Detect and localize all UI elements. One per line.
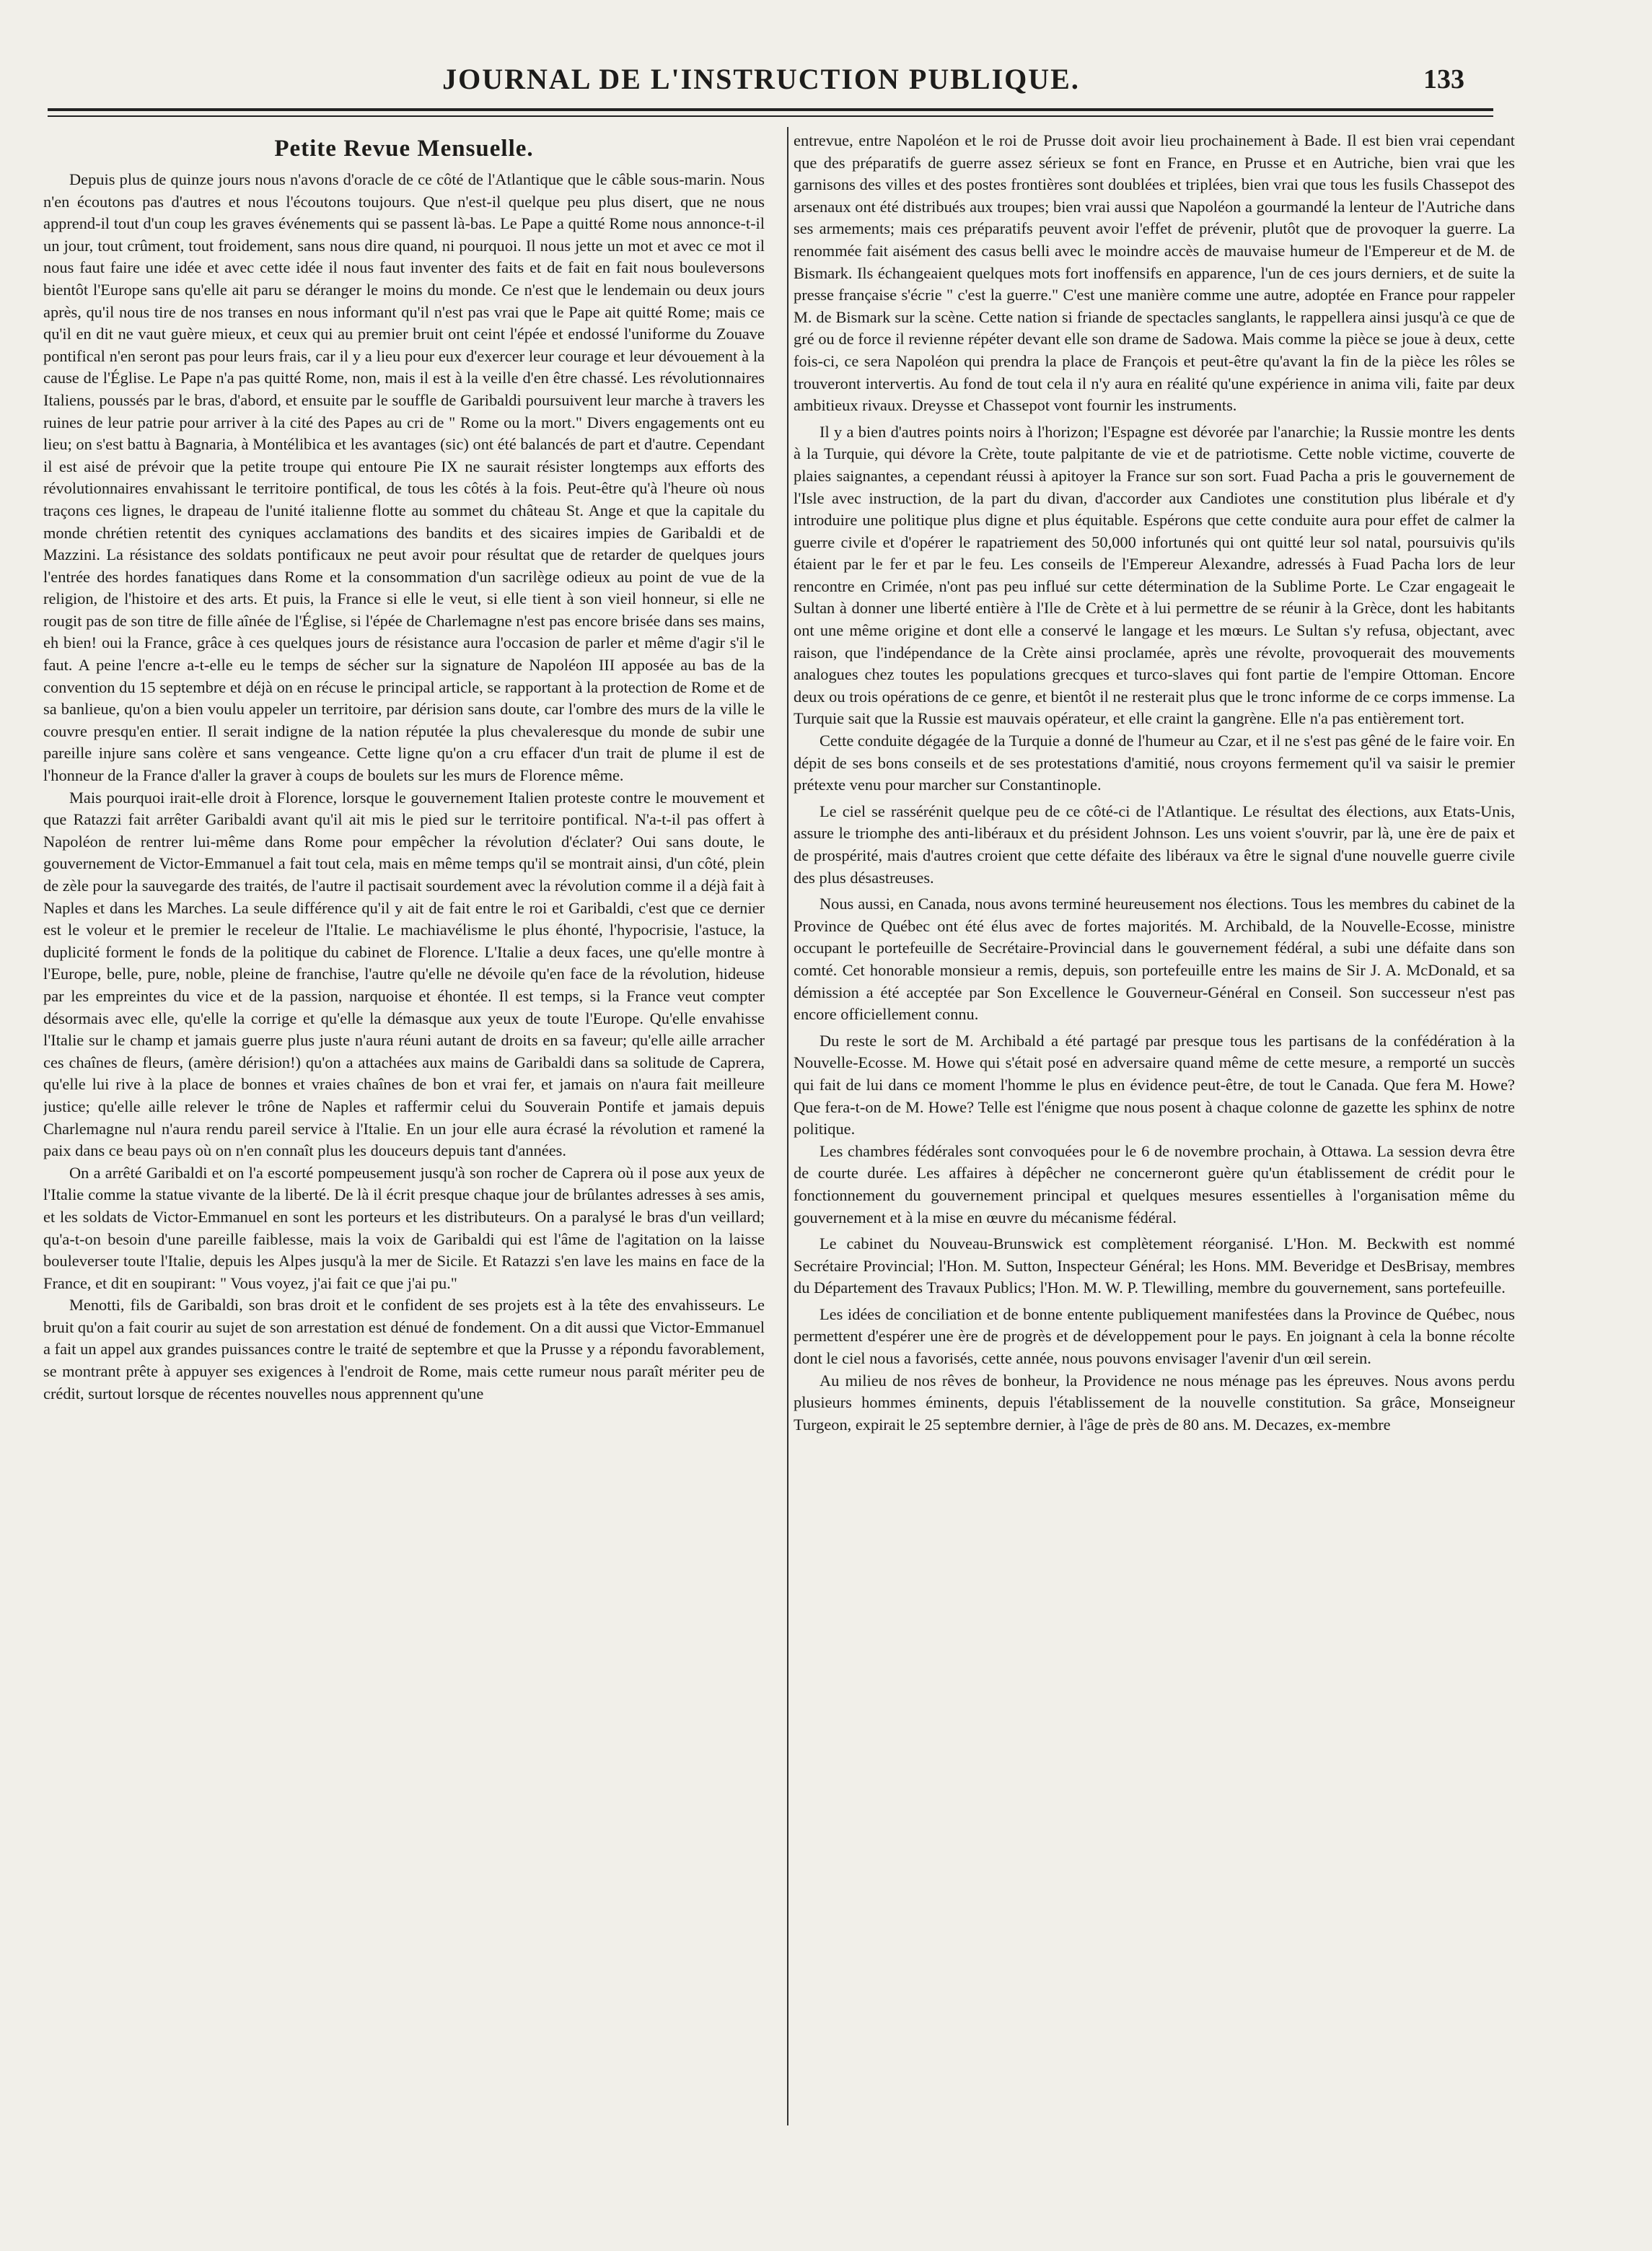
page-header bbox=[58, 58, 1464, 108]
article-title: Petite Revue Mensuelle. bbox=[274, 136, 534, 162]
left-column bbox=[43, 130, 765, 2121]
column-divider bbox=[787, 127, 788, 2125]
article-paragraph: Le ciel se rassérénit quelque peu de ce côté-ci de l'Atlantique. Le résultat des élections, aux Etats-Unis, assure le triomphe des anti-libéraux et du président Johnson. Les uns voient s'ouvrir, par là, une ère de paix et de prospérité, mais d'autres croient que cette défaite des libéraux va être le signal d'une nouvelle guerre civile des plus désastreuses. bbox=[794, 802, 1515, 887]
article-paragraph: Le cabinet du Nouveau-Brunswick est complètement réorganisé. L'Hon. M. Beckwith est nommé Secrétaire Provincial; l'Hon. M. Sutton, Inspecteur Général; les Hons. MM. Beveridge et DesBrisay, membres du Département des Travaux Publics; l'Hon. M. W. P. Tlewilling, membre du gouvernement, sans portefeuille. bbox=[794, 1234, 1515, 1297]
header-rule-thin bbox=[48, 115, 1493, 117]
article-paragraph: On a arrêté Garibaldi et on l'a escorté pompeusement jusqu'à son rocher de Caprera où il pose aux yeux de l'Italie comme la statue vivante de la liberté. De là il écrit presque chaque jour de brûlantes adresses à ses amis, et les soldats de Victor-Emmanuel en sont les porteurs et les distributeurs. On a paralysé le bras d'un veillard; qu'a-t-on besoin d'une pareille faiblesse, mais la voix de Garibaldi qui est l'âme de l'agitation on la laisse bouleverser toute l'Italie, depuis les Alpes jusqu'à la mer de Sicile. Et Ratazzi s'en lave les mains en face de la France, et dit en soupirant: " Vous voyez, j'ai fait ce que j'ai pu." bbox=[43, 1163, 765, 1292]
article-paragraph: Les idées de conciliation et de bonne entente publiquement manifestées dans la Province de Québec, nous permettent d'espérer une ère de progrès et de développement pour le pays. En joignant à cela la bonne récolte dont le ciel nous a favorisés, cette année, nous pouvons envisager l'avenir d'un œil serein. bbox=[794, 1304, 1515, 1368]
article-paragraph: Cette conduite dégagée de la Turquie a donné de l'humeur au Czar, et il ne s'est pas gêné de le faire voir. En dépit de ses bons conseils et de ses protestations d'amitié, nous croyons fermement qu'il va saisir le premier prétexte venu pour marcher sur Constantinople. bbox=[794, 732, 1515, 794]
article-paragraph: Du reste le sort de M. Archibald a été partagé par presque tous les partisans de la confédération à la Nouvelle-Ecosse. M. Howe qui s'était posé en adversaire quand même de cette mesure, a remporté un succès qui fait de lui dans ce moment l'homme le plus en évidence peut-être, de tout le Canada. Que fera M. Howe? Que fera-t-on de M. Howe? Telle est l'énigme que nous posent à chaque colonne de gazette les sphinx de notre politique. bbox=[794, 1031, 1515, 1138]
article-paragraph: Menotti, fils de Garibaldi, son bras droit et le confident de ses projets est à la tête des envahisseurs. Le bruit qu'on a fait courir au sujet de son arrestation est dénué de fondement. On a dit aussi que Victor-Emmanuel a fait un appel aux grandes puissances contre le traité de septembre et que la Prusse y a répondu favorablement, se montrant prête à appuyer ses exigences à l'endroit de Rome, mais cette rumeur nous paraît mériter peu de crédit, surtout lorsque de récentes nouvelles nous apprennent qu'une bbox=[43, 1296, 765, 1403]
article-paragraph: Nous aussi, en Canada, nous avons terminé heureusement nos élections. Tous les membres du cabinet de la Province de Québec ont été élus avec de fortes majorités. M. Archibald, de la Nouvelle-Ecosse, ministre occupant le portefeuille de Secrétaire-Provincial dans le gouvernement fédéral, a subi une défaite dans son comté. Cet honorable monsieur a remis, depuis, son portefeuille entre les mains de Sir J. A. McDonald, et sa démission a été acceptée par Son Excellence le Gouverneur-Général en Conseil. Son successeur n'est pas encore officiellement connu. bbox=[794, 895, 1515, 1024]
page-number: 133 bbox=[1423, 64, 1464, 95]
article-paragraph: Au milieu de nos rêves de bonheur, la Providence ne nous ménage pas les épreuves. Nous avons perdu plusieurs hommes éminents, depuis l'établissement de la nouvelle constitution. Sa grâce, Monseigneur Turgeon, expirait le 25 septembre dernier, à l'âge de près de 80 ans. M. Decazes, ex-membre bbox=[794, 1371, 1515, 1434]
article-paragraph: Mais pourquoi irait-elle droit à Florence, lorsque le gouvernement Italien proteste contre le mouvement et que Ratazzi fait arrêter Garibaldi avant qu'il ait mis le pied sur le territoire pontifical. N'a-t-il pas offert à Napoléon de rentrer lui-même dans Rome pour empêcher la révolution d'éclater? Oui sans doute, le gouvernement de Victor-Emmanuel a fait tout cela, mais en même temps qu'il se montrait ainsi, d'un côté, plein de zèle pour la sauvegarde des traités, de l'autre il pactisait sourdement avec la révolution comme il a déjà fait à Naples et dans les Marches. La seule différence qu'il y ait de fait entre le roi et Garibaldi, c'est que ce dernier est le voleur et le premier le receleur de l'Italie. Le machiavélisme le plus éhonté, l'hypocrisie, l'astuce, la duplicité forment le fonds de la politique du cabinet de Florence. L'Italie a deux faces, une qu'elle montre à l'Europe, belle, pure, noble, pleine de franchise, l'autre qu'elle ne dévoile qu'en face de la révolution, hideuse par les empreintes du vice et de la passion, narquoise et éhontée. Il est temps, si la France veut compter désormais avec elle, qu'elle la corrige et qu'elle la démasque aux yeux de toute l'Europe. Qu'elle envahisse l'Italie sur le champ et jamais guerre plus juste n'aura réuni autant de droits en sa faveur; qu'elle aille arracher ces chaînes de fleurs, (amère dérision!) qu'on a attachées aux mains de Garibaldi dans sa solitude de Caprera, qu'elle lui rive à la place de bonnes et vraies chaînes de bon et vrai fer, et jamais on n'aura fait meilleure justice; qu'elle aille relever le trône de Naples et raffermir celui du Souverain Pontife et jamais depuis Charlemagne nul n'aura rendu pareil service à l'Italie. En un jour elle aura écrasé la révolution et ramené la paix dans ce beau pays où on n'en connaît plus les douceurs depuis tant d'années. bbox=[43, 788, 765, 1160]
article-paragraph: entrevue, entre Napoléon et le roi de Prusse doit avoir lieu prochainement à Bade. Il est bien vrai cependant que des préparatifs de guerre assez sérieux se font en France, en Prusse et en Autriche, bien vrai que les garnisons des villes et des postes frontières sont doublées et triplées, bien vrai que tous les fusils Chassepot des arsenaux ont été distribués aux troupes; bien vrai aussi que Napoléon a gourmandé la lenteur de l'Autriche dans ses armements; mais ces préparatifs peuvent avoir l'effet de prévenir, plutôt que de provoquer la guerre. La renommée fait aisément des casus belli avec le moindre accès de mauvaise humeur de l'Empereur et de M. de Bismark. Ils échangeaient quelques mots fort inoffensifs en apparence, l'un de ces jours derniers, et de suite la presse française s'écrie " c'est la guerre." C'est une manière comme une autre, adoptée en France pour rappeler M. de Bismark sur la scène. Cette nation si friande de spectacles sanglants, le rappellera ainsi jusqu'à ce que de gré ou de force il revienne répéter devant elle son drame de Sadowa. Mais comme la pièce se joue à deux, cette fois-ci, ce sera Napoléon qui prendra la place de François et peut-être qu'avant la fin de la pièce les rôles se trouveront intervertis. Au fond de tout cela il n'y aura en réalité qu'une expérience in anima vili, faite par deux ambitieux rivaux. Dreysse et Chassepot vont fournir les instruments. bbox=[794, 131, 1515, 415]
article-paragraph: Les chambres fédérales sont convoquées pour le 6 de novembre prochain, à Ottawa. La session devra être de courte durée. Les affaires à dépêcher ne concerneront guère qu'un établissement de crédit pour le fonctionnement du gouvernement principal et quelques mesures essentielles à l'organisation même du gouvernement et à la mise en œuvre du mécanisme fédéral. bbox=[794, 1141, 1515, 1227]
right-column bbox=[794, 130, 1515, 2121]
journal-title: JOURNAL DE L'INSTRUCTION PUBLIQUE. bbox=[442, 63, 1080, 95]
header-rule-thick bbox=[48, 108, 1493, 111]
article-paragraph: Il y a bien d'autres points noirs à l'horizon; l'Espagne est dévorée par l'anarchie; la Russie montre les dents à la Turquie, qui dévore la Crète, toute palpitante de vie et de patriotisme. Cette noble victime, couverte de plaies saignantes, a cependant réussi à apitoyer la France sur son sort. Fuad Pacha a pris le gouvernement de l'Isle avec instruction, de la part du divan, d'accorder aux Candiotes une constitution plus libérale et d'y introduire une politique plus digne et plus équitable. Espérons que cette conduite aura pour effet de calmer la guerre civile et d'opérer le rapatriement des 50,000 infortunés qui ont quitté leur sol natal, poursuivis qu'ils étaient par le fer et par le feu. Les conseils de l'Empereur Alexandre, adressés à Fuad Pacha lors de leur rencontre en Crimée, n'ont pas peu influé sur cette détermination de la Sublime Porte. Le Czar engageait le Sultan à donner une liberté entière à l'Ile de Crète et à lui permettre de se réunir à la Grèce, dont les habitants ont une même origine et dont elle a conservé le langage et les mœurs. Le Sultan s'y refusa, objectant, avec raison, que l'indépendance de la Crète ainsi proclamée, après une révolte, provoquerait des mouvements analogues chez toutes les populations grecques et turco-slaves qui font partie de l'empire Ottoman. Encore deux ou trois opérations de ce genre, et bientôt il ne resterait plus que le tronc informe de ce corps immense. La Turquie sait que la Russie est mauvais opérateur, et elle craint la gangrène. Elle n'a pas entièrement tort. bbox=[794, 422, 1515, 728]
article-paragraph: Depuis plus de quinze jours nous n'avons d'oracle de ce côté de l'Atlantique que le câble sous-marin. Nous n'en écoutons pas d'autres et nous l'écoutons toujours. Que n'est-il quelque peu plus disert, que ne nous apprend-il tout d'un coup les graves événements qui se passent là-bas. Le Pape a quitté Rome nous annonce-t-il un jour, tout crûment, tout froidement, sans nous dire quand, ni pourquoi. Il nous jette un mot et avec ce mot il nous faut faire une idée et avec cette idée il nous faut inventer des faits et de fait en fait nous bouleversons bientôt l'Europe sans qu'elle ait paru se déranger le moins du monde. Ce n'est que le lendemain ou deux jours après, qu'il nous tire de nos transes en nous informant qu'il n'est pas vrai que le Pape ait quitté Rome; mais ce qu'il en dit ne vaut guère mieux, et ceux qui au premier bruit ont ceint l'épée et endossé l'uniforme du Zouave pontifical n'en seront pas pour leurs frais, car il y a lieu pour eux d'exercer leur courage et leur dévouement à la cause de l'Église. Le Pape n'a pas quitté Rome, non, mais il est à la veille d'en être chassé. Les révolutionnaires Italiens, poussés par le bras, d'abord, et ensuite par le souffle de Garibaldi poursuivent leur marche à travers les ruines de leur patrie pour arriver à la cité des Papes au cri de " Rome ou la mort." Divers engagements ont eu lieu; on s'est battu à Bagnaria, à Montélibica et les avantages (sic) ont été balancés de part et d'autre. Cependant il est aisé de prévoir que la petite troupe qui entoure Pie IX ne saurait résister longtemps aux efforts des révolutionnaires envahissant le territoire pontifical, de tous les côtés à la fois. Peut-être qu'à l'heure où nous traçons ces lignes, le drapeau de l'unité italienne flotte au sommet du château St. Ange et que la capitale du monde chrétien retentit des cyniques acclamations des bandits et des sicaires impies de Garibaldi et de Mazzini. La résistance des soldats pontificaux ne peut avoir pour résultat que de retarder de quelques jours l'entrée des hordes fanatiques dans Rome et la consommation d'un sacrilège odieux au point de vue de la religion, de l'histoire et des arts. Et puis, la France si elle le veut, si elle tient à son vieil honneur, si elle ne rougit pas de son titre de fille aînée de l'Église, si l'épée de Charlemagne n'est pas encore brisée dans ses mains, eh bien! oui la France, grâce à ces quelques jours de résistance aura l'occasion de parler et même d'agir s'il le faut. A peine l'encre a-t-elle eu le temps de sécher sur la signature de Napoléon III apposée au bas de la convention du 15 septembre et déjà on en récuse le principal article, se rapportant à la protection de Rome et de sa banlieue, qu'on a bien voulu appeler un territoire, par dérision sans doute, car l'ombre des murs de la ville le couvre presqu'en entier. Il serait indigne de la nation réputée la plus chevaleresque du monde de subir une pareille injure sans colère et sans vengeance. Cette ligne qu'on a cru effacer d'un trait de plume il est de l'honneur de la France d'aller la graver à coups de boulets sur les murs de Florence même. bbox=[43, 170, 765, 785]
